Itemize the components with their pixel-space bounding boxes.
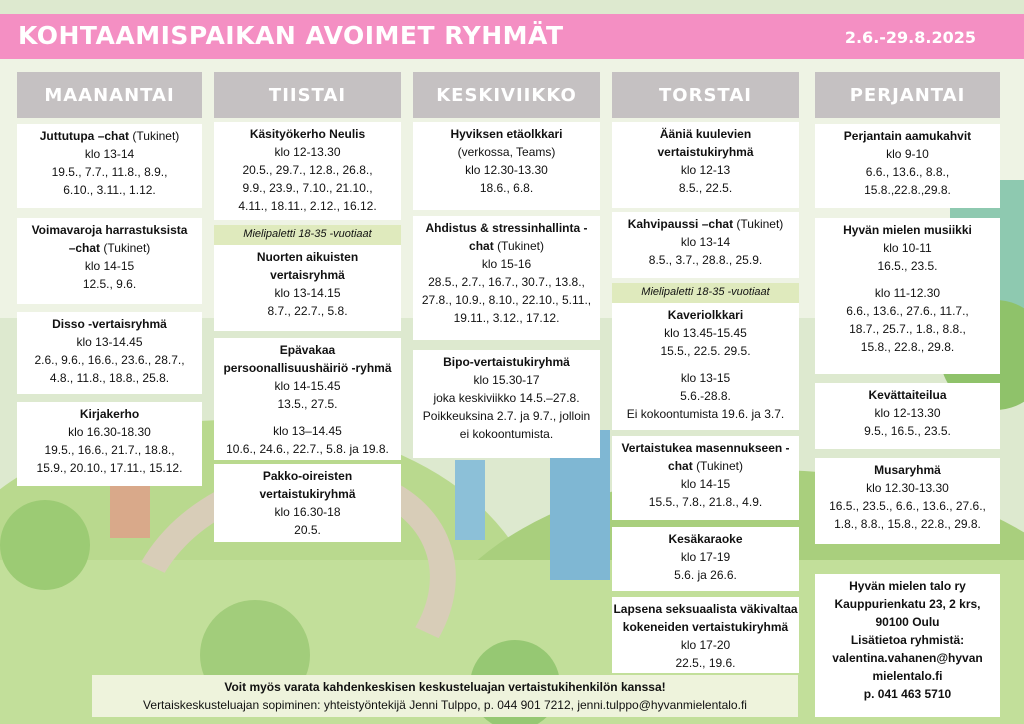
event-dates: 2.6., 9.6., 16.6., 23.6., 28.7., [34,353,185,367]
event-time: klo 15.30-17 [473,373,540,387]
event-dates: 8.5., 22.5. [678,181,733,195]
event-juttutupa [17,124,202,208]
event-time: klo 13-15 [680,371,731,385]
date-range: 2.6.-29.8.2025 [844,28,976,47]
event-dates: 5.6.-28.8. [680,389,731,403]
event-epavakaa [214,338,401,460]
event-dates: 13.5., 27.5. [277,397,338,411]
event-time: klo 15-16 [481,257,532,271]
event-time: klo 14-15.45 [274,379,341,393]
event-info: Ei kokoontumista 19.6. ja 3.7. [626,407,785,421]
event-dates: 5.6. ja 26.6. [674,568,737,582]
event-name: Kahvipaussi –chat [627,217,734,231]
footer-headline: Voit myös varata kahdenkeskisen keskusteluajan vertaistukihenkilön kanssa! [224,680,666,694]
event-time: klo 13-14 [680,235,731,249]
event-kasityokerho [214,122,401,220]
event-pakko-oireisten [214,464,401,542]
event-kirjakerho [17,402,202,486]
event-name: Käsityökerho Neulis [249,127,366,141]
event-aamukahvit [815,124,1000,208]
event-info: joka keskiviikko 14.5.–27.8. [433,391,580,405]
street-address: Kauppurienkatu 23, 2 krs, [834,597,981,611]
event-dates: 16.5., 23.5. [877,259,938,273]
event-name: Kirjakerho [79,407,140,421]
event-dates: 16.5., 23.5., 6.6., 13.6., 27.6., [829,499,986,513]
event-name: chat [668,459,693,473]
event-time: klo 13–14.45 [273,424,342,438]
event-time: klo 14-15 [84,259,135,273]
age-group-note: Mielipaletti 18-35 -vuotiaat [214,225,401,245]
event-name: Epävakaa [279,343,336,357]
day-header-wednesday: KESKIVIIKKO [413,72,600,118]
event-name: Voimavaroja harrastuksista [31,223,188,237]
title-bar [0,14,1024,59]
event-dates: 18.7., 25.7., 1.8., 8.8., [849,322,966,336]
event-dates: 15.8., 22.8., 29.8. [860,340,955,354]
event-time: klo 12-13.30 [874,406,941,420]
event-lapsena-koettu [612,597,799,673]
event-dates: 6.10., 3.11., 1.12. [63,183,156,197]
day-header-tuesday: TIISTAI [214,72,401,118]
event-name: Nuorten aikuisten [256,250,359,264]
contact-email[interactable]: valentina.vahanen@hyvan [832,651,983,665]
event-name: vertaistukiryhmä [259,487,356,501]
event-dates: 20.5. [294,523,321,537]
event-time: klo 16.30-18.30 [68,425,151,439]
event-name: vertaisryhmä [270,268,345,282]
event-name: Hyvän mielen musiikki [843,223,972,237]
event-kevattaiteilua [815,383,1000,449]
event-hyvan-mielen-musiikki [815,218,1000,374]
event-dates: 15.5., 7.8., 21.8., 4.9. [648,495,763,509]
event-dates: 9.9., 23.9., 7.10., 21.10., [242,181,373,195]
event-aania-kuulevien [612,122,799,208]
event-name: Juttutupa –chat [39,129,130,143]
event-vertaistukea-masennukseen [612,436,799,520]
event-kaveriolkkari [612,303,799,430]
event-info: ei kokoontumista. [459,427,554,441]
contact-email[interactable]: mielentalo.fi [872,669,943,683]
event-musaryhma [815,458,1000,544]
event-dates: 9.5., 16.5., 23.5. [864,424,951,438]
footer-contact: Vertaiskeskusteluajan sopiminen: yhteistyöntekijä Jenni Tulppo, p. 044 901 7212, jenni.tulppo@hyvanmielentalo.fi [143,698,747,712]
event-name: Disso -vertaisryhmä [52,317,167,331]
event-extra: (Tukinet) [736,217,784,231]
info-label: Lisätietoa ryhmistä: [850,633,965,647]
event-voimavaroja [17,218,202,304]
event-time: klo 13-14.15 [274,286,341,300]
event-extra: (Tukinet) [696,459,743,473]
event-name: Musaryhmä [874,463,941,477]
event-time: klo 17-19 [680,550,731,564]
day-header-thursday: TORSTAI [612,72,799,118]
event-dates: 8.7., 22.7., 5.8. [267,304,348,318]
event-dates: 18.6., 6.8. [479,181,534,195]
event-time: klo 13.45-15.45 [664,326,747,340]
postal-address: 90100 Oulu [875,615,940,629]
event-extra: (Tukinet) [497,239,544,253]
event-name: Vertaistukea masennukseen - [621,441,790,455]
event-dates: 12.5., 9.6. [82,277,137,291]
event-dates: 19.5., 7.7., 11.8., 8.9., [51,165,168,179]
event-dates: 19.11., 3.12., 17.12. [453,311,560,325]
event-dates: 6.6., 13.6., 27.6., 11.7., [846,304,969,318]
event-time: klo 10-11 [883,241,932,255]
organization-name: Hyvän mielen talo ry [849,579,966,593]
event-name: Hyviksen etäolkkari [450,127,563,141]
day-header-friday: PERJANTAI [815,72,1000,118]
event-time: klo 12.30-13.30 [465,163,548,177]
event-name: vertaistukiryhmä [657,145,754,159]
event-time: klo 9-10 [886,147,929,161]
event-dates: 15.8.,22.8.,29.8. [864,183,951,197]
event-name: Lapsena seksuaalista väkivaltaa [613,602,798,616]
event-dates: 10.6., 24.6., 22.7., 5.8. ja 19.8. [226,442,389,456]
event-time: klo 12-13 [680,163,731,177]
event-name: Kesäkaraoke [668,532,743,546]
event-time: klo 12.30-13.30 [866,481,949,495]
event-nuorten-aikuisten [214,245,401,331]
event-extra: (Tukinet) [132,129,180,143]
event-name: persoonallisuushäiriö -ryhmä [223,361,392,375]
event-kahvipaussi [612,212,799,278]
event-dates: 8.5., 3.7., 28.8., 25.9. [648,253,763,267]
contact-phone: p. 041 463 5710 [863,687,952,701]
event-dates: 28.5., 2.7., 16.7., 30.7., 13.8., [428,275,585,289]
event-name: Kevättaiteilua [868,388,947,402]
footer-note [92,675,798,717]
event-extra: (Tukinet) [103,241,151,255]
event-time: klo 13-14 [84,147,135,161]
event-dates: 4.8., 11.8., 18.8., 25.8. [49,371,170,385]
event-time: klo 11-12.30 [874,286,941,300]
event-ahdistus [413,216,600,340]
event-name: kokeneiden vertaistukiryhmä [622,620,789,634]
day-header-monday: MAANANTAI [17,72,202,118]
contact-info [815,574,1000,717]
event-dates: 20.5., 29.7., 12.8., 26.8., [242,163,373,177]
event-name: Kaveriolkkari [667,308,744,322]
event-info: Poikkeuksina 2.7. ja 9.7., jolloin [422,409,591,423]
event-kesakaraoke [612,527,799,591]
event-name: Pakko-oireisten [262,469,353,483]
event-dates: 19.5., 16.6., 21.7., 18.8., [44,443,175,457]
event-hyviksen-etaolkkari [413,122,600,210]
event-time: klo 14-15 [680,477,731,491]
event-time: klo 16.30-18 [274,505,341,519]
event-time: klo 12-13.30 [274,145,341,159]
event-dates: 22.5., 19.6. [675,656,736,670]
age-group-note: Mielipaletti 18-35 -vuotiaat [612,283,799,303]
event-name: Ahdistus & stressinhallinta - [425,221,588,235]
event-dates: 15.5., 22.5. 29.5. [660,344,751,358]
event-time: klo 17-20 [680,638,731,652]
event-name: Ääniä kuulevien [659,127,752,141]
event-name: Bipo-vertaistukiryhmä [443,355,570,369]
event-bipo [413,350,600,458]
event-dates: 15.9., 20.10., 17.11., 15.12. [36,461,183,475]
event-dates: 1.8., 8.8., 15.8., 22.8., 29.8. [834,517,981,531]
event-dates: 4.11., 18.11., 2.12., 16.12. [238,199,377,213]
event-name: Perjantain aamukahvit [843,129,972,143]
event-dates: 27.8., 10.9., 8.10., 22.10., 5.11., [421,293,592,307]
event-extra: (verkossa, Teams) [457,145,556,159]
event-disso [17,312,202,394]
event-name: –chat [68,241,101,255]
event-dates: 6.6., 13.6., 8.8., [865,165,950,179]
page-title: KOHTAAMISPAIKAN AVOIMET RYHMÄT [18,21,564,50]
event-time: klo 13-14.45 [76,335,143,349]
event-name: chat [469,239,494,253]
